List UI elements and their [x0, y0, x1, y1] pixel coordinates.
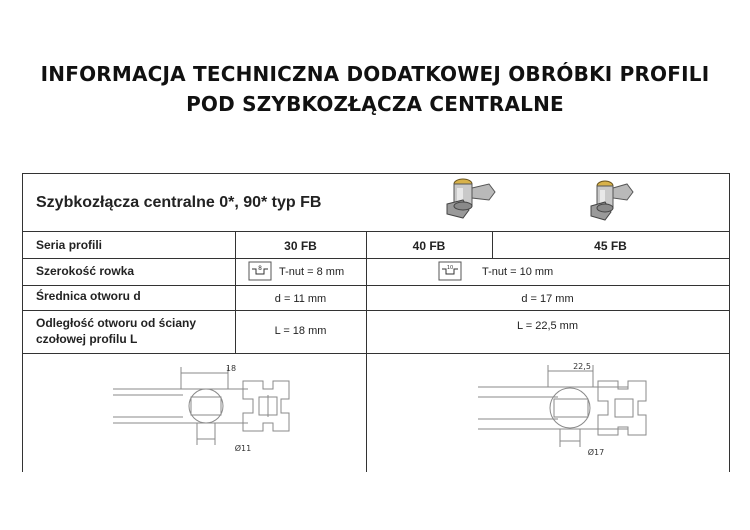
- page-title-line-1: INFORMACJA TECHNICZNA DODATKOWEJ OBRÓBKI PROFILI: [40, 62, 710, 86]
- distance-30: L = 18 mm: [274, 325, 327, 337]
- row-label-diameter: Średnica otworu d: [36, 289, 141, 303]
- series-40fb: 40 FB: [412, 239, 446, 253]
- technical-drawing-30: [113, 359, 293, 459]
- series-30fb: 30 FB: [284, 239, 317, 253]
- connector-photo-30-icon: [433, 174, 499, 226]
- distance-40-45: L = 22,5 mm: [516, 320, 579, 332]
- row-label-groove: Szerokość rowka: [36, 264, 135, 278]
- t-nut-10-icon: [438, 261, 462, 286]
- groove-30: T-nut = 8 mm: [279, 266, 345, 278]
- diameter-30: d = 11 mm: [274, 293, 327, 305]
- groove-40: T-nut = 10 mm: [482, 266, 554, 278]
- t-nut-8-icon: [248, 261, 272, 286]
- drawing-30-dim-bottom: Ø11: [234, 444, 252, 453]
- t-nut-8-icon-text: 8: [258, 265, 262, 272]
- row-label-distance-line1: Odległość otworu od ściany: [36, 316, 197, 330]
- drawing-45-dim-top: 22,5: [573, 362, 591, 371]
- t-nut-10-icon-text: 10: [446, 265, 454, 271]
- drawing-45-dim-bottom: Ø17: [587, 448, 605, 457]
- diameter-40-45: d = 17 mm: [521, 293, 574, 305]
- page-title-line-2: POD SZYBKOZŁĄCZA CENTRALNE: [186, 92, 564, 116]
- row-label-distance-line2: czołowej profilu L: [36, 332, 138, 346]
- table-header-title: Szybkozłącza centralne 0*, 90* typ FB: [36, 194, 322, 211]
- series-45fb: 45 FB: [594, 239, 627, 253]
- row-label-series: Seria profili: [36, 238, 103, 252]
- connector-photo-45-icon: [575, 174, 639, 226]
- technical-drawing-45: [478, 359, 648, 459]
- drawing-30-dim-top: 18: [225, 364, 237, 373]
- technical-table: [22, 173, 730, 472]
